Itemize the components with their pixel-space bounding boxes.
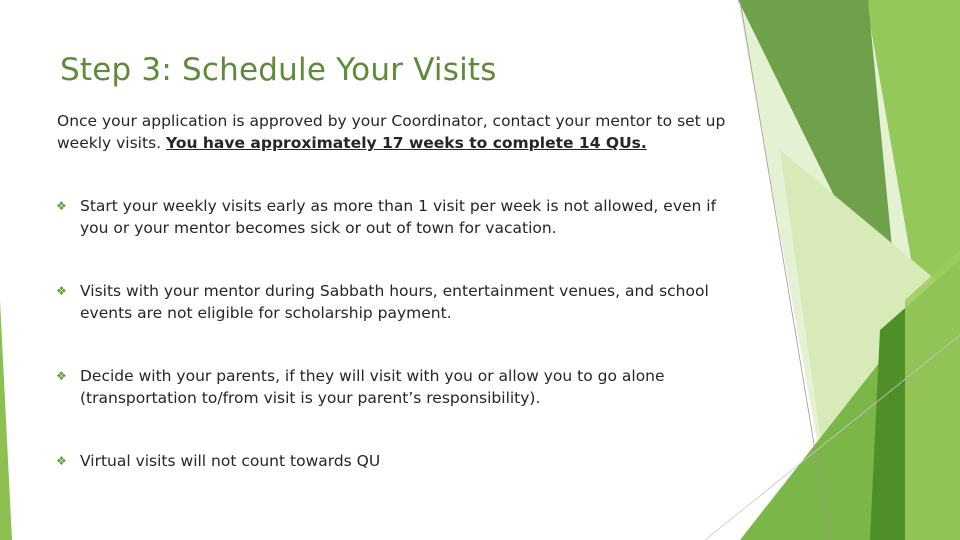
diamond-bullet-icon: ❖ <box>56 454 67 468</box>
intro-text: Once your application is approved by your Coordinator, contact your mentor to set up weekly visits. <box>57 112 726 152</box>
bullet-text: Start your weekly visits early as more than 1 visit per week is not allowed, even if you or your mentor becomes sick or out of town for vacation. <box>80 197 717 237</box>
deco-left-sliver <box>0 300 12 540</box>
intro-paragraph <box>57 110 757 154</box>
bullet-text: Visits with your mentor during Sabbath hours, entertainment venues, and school events are not eligible for scholarship payment. <box>80 282 709 322</box>
bullet-text: Virtual visits will not count towards QU <box>80 452 381 470</box>
diamond-bullet-icon: ❖ <box>56 199 67 213</box>
list-item <box>56 280 746 324</box>
list-item <box>56 195 746 239</box>
diamond-bullet-icon: ❖ <box>56 284 67 298</box>
slide-title: Step 3: Schedule Your Visits <box>60 52 497 88</box>
list-item <box>56 450 746 472</box>
diamond-bullet-icon: ❖ <box>56 369 67 383</box>
intro-emphasis: You have approximately 17 weeks to complete 14 QUs. <box>166 134 647 152</box>
list-item <box>56 365 746 409</box>
deco-bottom-light <box>905 250 960 540</box>
bullet-text: Decide with your parents, if they will visit with you or allow you to go alone (transportation to/from visit is your parent’s responsibility). <box>80 367 665 407</box>
